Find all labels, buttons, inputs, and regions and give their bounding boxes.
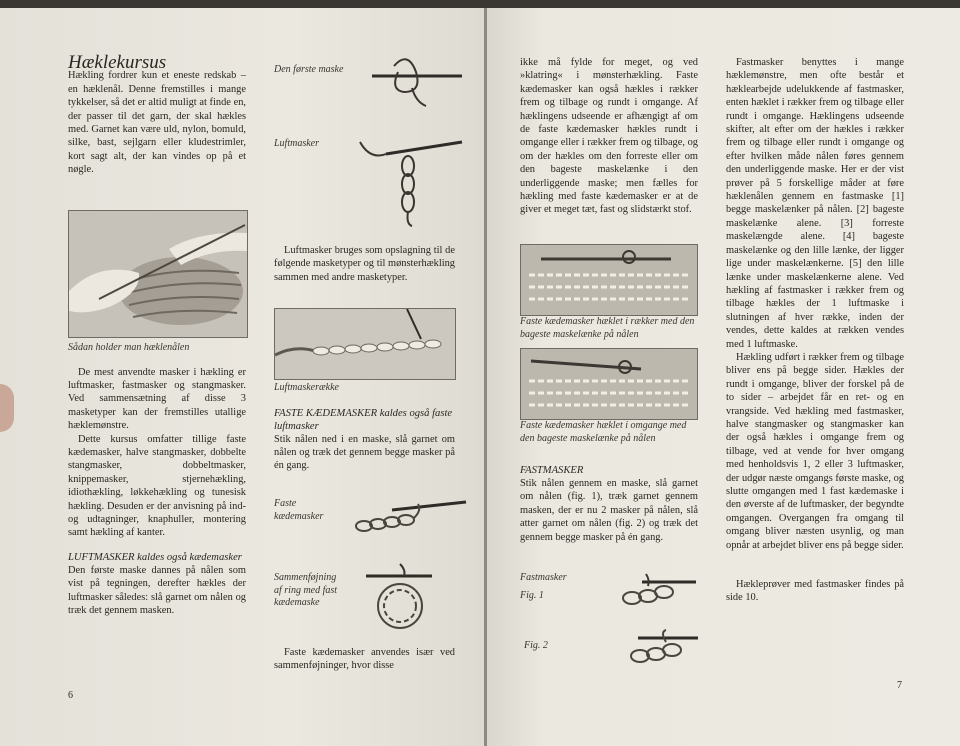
left-column-2c (274, 646, 455, 673)
fig-2-drawing (626, 628, 700, 668)
chain-stitch-drawing (356, 132, 466, 228)
right-column-2 (726, 56, 904, 605)
rounds-swatch-photo (520, 348, 698, 420)
right-column-1 (520, 56, 698, 217)
luftmasker-text: Den første maske dannes på nålen som vist på tegningen, derefter hækles der luftmasker således: slå garnet om nålen og træk det gennem masken. (68, 564, 246, 616)
chain-row-caption: Luftmaskerække (274, 382, 339, 393)
luftmasker-heading: LUFTMASKER kaldes også kædemasker (68, 551, 242, 563)
hand-holding-hook-photo (68, 210, 248, 338)
paragraph-masketyper: De mest anvendte masker i hækling er luftmasker, fastmasker og stangmasker. Ved sammensætning af disse 3 masketyper kan der fremstilles utallige hæklemønstre. (68, 366, 246, 432)
rows-swatch-photo (520, 244, 698, 316)
label-ring-join: Sammenføjning af ring med fast kædemaske (274, 572, 338, 608)
right-column-1b (520, 464, 698, 544)
fig-1-drawing (620, 572, 698, 610)
label-chain-stitch: Luftmasker (274, 138, 319, 149)
label-first-stitch: Den første maske (274, 64, 344, 75)
fig-1-label: Fig. 1 (520, 590, 544, 601)
fastmasker-heading: FASTMASKER (520, 465, 584, 476)
page-number-right: 7 (897, 680, 902, 691)
rows-swatch-illustration (521, 245, 697, 315)
paragraph-kursus: Dette kursus omfatter tillige faste kædemasker, halve stangmasker, dobbelte stangmasker, dobbeltmasker, knippemasker, stjernehækling, idiothækling, løkkehækling og tunesisk hækling. Desuden er der anvisning på ind- og udtagninger, knaphuller, montering samt hækling af kanter. (68, 433, 246, 539)
rounds-swatch-illustration (521, 349, 697, 419)
chain-row-photo (274, 308, 456, 380)
fig-2-label: Fig. 2 (524, 640, 548, 651)
first-stitch-drawing (368, 52, 464, 108)
page-number-left: 6 (68, 690, 73, 701)
rows-swatch-caption: Faste kædemasker hæklet i rækker med den bageste maskelænke på nålen (520, 316, 695, 340)
faste-kaedemasker-text: Stik nålen ned i en maske, slå garnet om nålen og træk det gennem begge masker på én gang. (274, 433, 455, 472)
left-column-1 (68, 52, 246, 177)
left-column-2b (274, 382, 455, 473)
samples-reference: Hækleprøver med fastmasker findes på side 10. (726, 579, 904, 604)
label-fastmasker: Fastmasker (520, 572, 567, 583)
fastmasker-text: Stik nålen gennem en maske, slå garnet om nålen (fig. 1), træk garnet gennem masken, der er nu 2 masker på nålen, slå atter garnet om nålen (fig. 2) og træk det gennem begge masker på én gang. (520, 478, 698, 543)
faste-kaedemasker-heading: FASTE KÆDEMASKER kaldes også faste luftmasker (274, 407, 453, 432)
faste-bottom-text: Faste kædemasker anvendes især ved sammenføjninger, hvor disse (274, 647, 455, 672)
right-col1-paragraph: ikke må fylde for meget, og ved »klatring« i mønsterhækling. Faste kædemasker kan også hækles i rækker frem og tilbage og rundt i omgange. Af hæklingens udseende er afhængigt af om de faste kædemasker hækles rundt i omgange eller i rækker frem og tilbage, og om der hækles om den forreste eller om den bageste maskelænke i den underliggende maske; men fælles for hækling med faste kædemasker er at de giver et meget tæt, fast og slidstærkt stof. (520, 57, 698, 216)
luftmasker-usage-paragraph: Luftmasker bruges som opslagning til de følgende masketyper og til mønsterhækling sammen med andre masketyper. (274, 245, 455, 283)
rows-vs-rounds-paragraph: Hækling udført i rækker frem og tilbage bliver ens på begge sider. Hækles der rundt i omgange, bliver der forskel på de to sider – arbejdet får en ret- og en vrangside. Ved hækling med fastmasker, halve stangmasker og stangmasker kan der også hækles i omgange frem og tilbage, ved at vende for hver omgang med henholdsvis 1, 2 eller 3 luftmasker, der udgør næste omgangs første maske, og slutte omgangen med 1 fast kædemaske i den øverste af de luftmasker, der begyndte omgangen. Overgangen fra omgang til omgang bliver næsten usynlig, og man opnår at arbejdet bliver ens på begge sider. (726, 351, 904, 551)
rounds-swatch-caption: Faste kædemasker hæklet i omgange med den bageste maskelænke på nålen (520, 420, 687, 444)
hand-holding-hook-illustration (69, 211, 247, 337)
chain-row-illustration (275, 309, 455, 379)
fastmasker-description: Fastmasker benyttes i mange hæklemønstre, men ofte består et hæklearbejde udelukkende af fastmasker, enten hæklet i rækker frem og tilbage eller rundt i omgange. Hæklingens udseende skifter, alt efter om der hækles i rækker frem og tilbage eller rundt i omgange og efter hvilken måde nålen føres gennem den underliggende maske. Her er der vist prøver på 5 forskellige måder at føre hæklenålen gennem en fastmaske [1] begge maskelænker på nålen. [2] bageste maskelænke alene. [3] forreste maskelængde alene. [4] bageste maskelænke og den lille lænke, der ligger lige under maskelænkerne. [5] den lille lænke under maskelænkerne alene. Ved hækling af fastmasker i rækker frem og tilbage hækles der 1 luftmaske i slutningen af hver række, inden der vendes, dette kaldes at rækken vendes med 1 luftmaske. (726, 57, 904, 350)
slip-stitch-drawing (352, 496, 468, 540)
left-column-1b (68, 342, 246, 617)
reader-thumb (0, 384, 14, 432)
page-title: Hæklekursus (68, 52, 167, 73)
label-slip-stitch: Faste kædemasker (274, 498, 324, 522)
photo-caption: Sådan holder man hæklenålen (68, 342, 190, 353)
intro-paragraph: Hækling fordrer kun et eneste redskab – en hæklenål. Denne fremstilles i mange tykkelser, så det er altid muligt at finde en, der passer til det garn, der skal hækles med. Garnet kan være uld, nylon, bomuld, silke, bast, sejlgarn eller kludestrimler, kort sagt alt, der kan vindes op på et nøgle. (68, 70, 246, 176)
left-column-2-para (274, 244, 455, 284)
ring-join-drawing (364, 562, 434, 636)
